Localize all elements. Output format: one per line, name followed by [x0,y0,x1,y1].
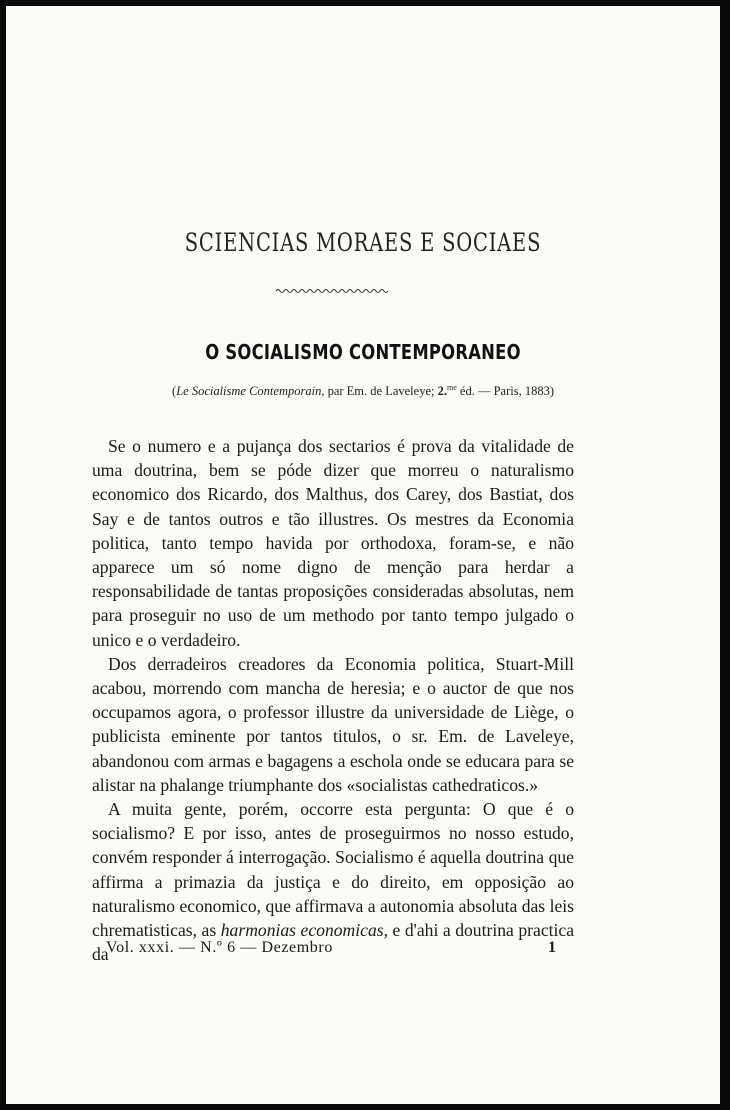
paragraph-2: Dos derradeiros creadores da Economia politica, Stuart-Mill acabou, morrendo com mancha de heresia; e o auctor de que nos occupamos agora, o professor illustre da universidade de Liège, o publicista eminente por tantos titulos, o sr. Em. de Laveleye, abandonou com armas e bagagens a eschola onde se educara para se alistar na phalange triumphante dos «socialistas cathedraticos.» [92,653,574,795]
article-title: O SOCIALISMO CONTEMPORANEO [205,340,521,364]
subtitle-citation [6,383,720,399]
paragraph-3-end: e d'ahi a doutrina practica da [92,920,575,965]
section-title: SCIENCIAS MORAES E SOCIAES [184,228,542,257]
page-number: 1 [548,939,556,956]
volume-line: Vol. xxxi. — N.º 6 — Dezembro [106,939,333,956]
paragraph-1: Se o numero e a pujança dos sectarios é prova da vitalidade de uma doutrina, bem se póde dizer que morreu o naturalismo economico dos Ricardo, dos Malthus, dos Carey, dos Bastiat, dos Say e de tantos outros e tão illustres. Os mestres da Economia politica, tanto tempo havida por orthodoxa, foram-se, e não apparece um só nome digno de menção para herdar a responsabilidade de tantas proposições consideradas absolutas, nem para proseguir no uso de um methodo por tanto tempo julgado o unico e o verdadeiro. [92,436,574,650]
article-body [92,434,574,966]
subtitle-edition-sup: me [446,383,457,392]
wavy-rule-ornament [276,287,388,295]
subtitle-rest: éd. — Paris, 1883) [456,384,554,399]
subtitle-open-paren: ( [172,384,177,399]
page [6,6,720,1104]
paragraph-3-text: A muita gente, porém, occorre esta pergunta: O que é o socialismo? E por isso, antes de proseguirmos no nosso estudo, convém responder á interrogação. Socialismo é aquella doutrina que affirma a primazia da justiça e do direito, em opposição ao naturalismo economico, que affirmava a autonomia absoluta das leis chrematisticas, as [92,799,574,941]
subtitle-edition-number: 2. [437,384,447,399]
subtitle-author: par Em. de Laveleye; [324,384,438,399]
paragraph-3-italic: harmonias economicas, [220,920,389,941]
subtitle-work-title: Le Socialisme Contemporain, [176,384,325,399]
